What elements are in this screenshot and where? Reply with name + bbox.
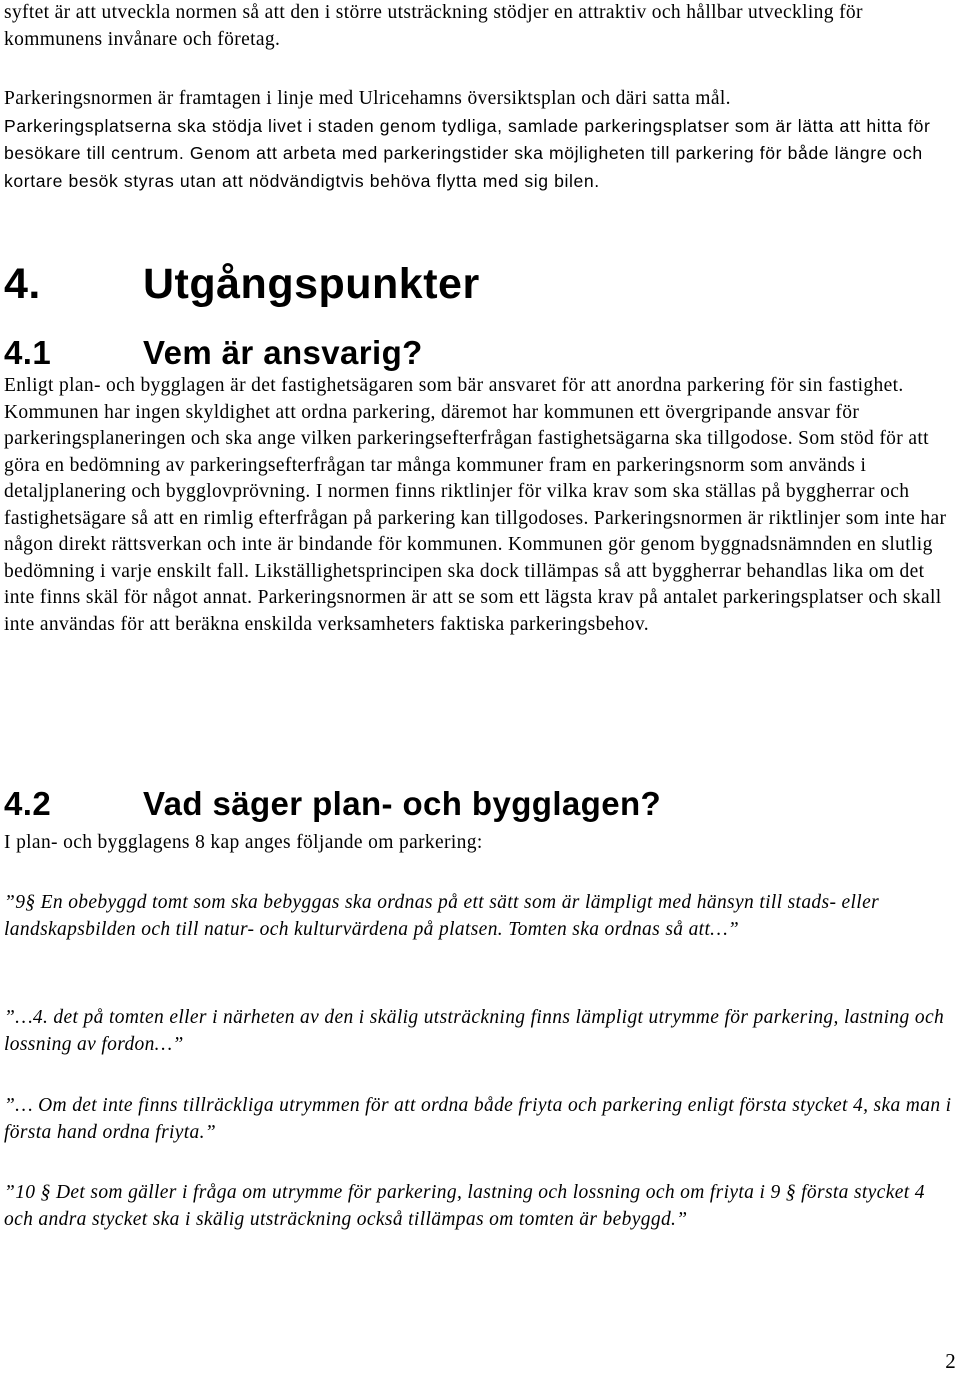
section-4-heading	[4, 258, 480, 310]
section-4-2-number: 4.2	[4, 785, 52, 822]
section-4-number: 4.	[4, 260, 41, 308]
section-4-2-heading	[4, 784, 661, 824]
norm-paragraph-serif-text: Parkeringsnormen är framtagen i linje med Ulricehamns översiktsplan och däri satta mål.	[4, 88, 731, 109]
law-quote-10: ”10 § Det som gäller i fråga om utrymme för parkering, lastning och lossning och om friyta i 9 § första stycket 4 och andra stycket ska i skälig utsträckning också tillämpas om tomten är bebyggd.”	[4, 1182, 925, 1230]
page-number: 2	[945, 1349, 956, 1373]
law-quote-9-friyta: ”… Om det inte finns tillräckliga utrymmen för att ordna både friyta och parkering enligt första stycket 4, ska man i första hand ordna friyta.”	[4, 1095, 952, 1143]
section-4-2-title: Vad säger plan- och bygglagen?	[143, 785, 662, 822]
norm-paragraph-sans-text: Parkeringsplatserna ska stödja livet i staden genom tydliga, samlade parkeringsplatser som är lätta att hitta för besökare till centrum. Genom att arbeta med parkeringstider ska möjligheten till parkering för både längre och kortare besök styras utan att nödvändigtvis behöva flytta med sig bilen.	[4, 115, 931, 191]
section-4-1-paragraph: Enligt plan- och bygglagen är det fastighetsägaren som bär ansvaret för att anordna parkering för sin fastighet. Kommunen har ingen skyldighet att ordna parkering, däremot har kommunen ett övergripande ansvar för parkeringsplaneringen och ska ange vilken parkeringsefterfrågan fastighetsägarna ska tillgodose. Som stöd för att göra en bedömning av parkeringsefterfrågan tar många kommuner fram en parkeringsnorm som används i detaljplanering och bygglovprövning. I normen finns riktlinjer för vilka krav som ska ställas på byggherrar och fastighetsägare så att en rimlig efterfrågan på parkering kan tillgodoses. Parkeringsnormen är riktlinjer som inte har någon direkt rättsverkan och inte är bindande för kommunen. Kommunen gör genom byggnadsnämnden en slutlig bedömning i varje enskilt fall. Likställighetsprincipen ska dock tillämpas så att byggherrar behandlas lika om det inte finns skäl för något annat. Parkeringsnormen är att se som ett lägsta krav på antalet parkeringsplatser och skall inte användas för att beräkna enskilda verksamheters faktiska parkeringsbehov.	[4, 375, 947, 635]
law-quote-9: ”9§ En obebyggd tomt som ska bebyggas ska ordnas på ett sätt som är lämpligt med hänsyn till stads- eller landskapsbilden och till natur- och kulturvärdena på platsen. Tomten ska ordnas så att…”	[4, 892, 880, 940]
section-4-1-heading	[4, 333, 423, 373]
law-quote-9-item-4: ”…4. det på tomten eller i närheten av den i skälig utsträckning finns lämpligt utrymme för parkering, lastning och lossning av fordon…”	[4, 1007, 945, 1055]
intro-paragraph: syftet är att utveckla normen så att den i större utsträckning stödjer en attraktiv och hållbar utveckling för kommunens invånare och företag.	[4, 2, 863, 50]
section-4-title: Utgångspunkter	[143, 260, 480, 308]
section-4-2-paragraph: I plan- och bygglagens 8 kap anges följande om parkering:	[4, 832, 483, 853]
norm-paragraph	[4, 86, 952, 195]
section-4-1-number: 4.1	[4, 334, 52, 371]
section-4-1-title: Vem är ansvarig?	[143, 334, 423, 371]
